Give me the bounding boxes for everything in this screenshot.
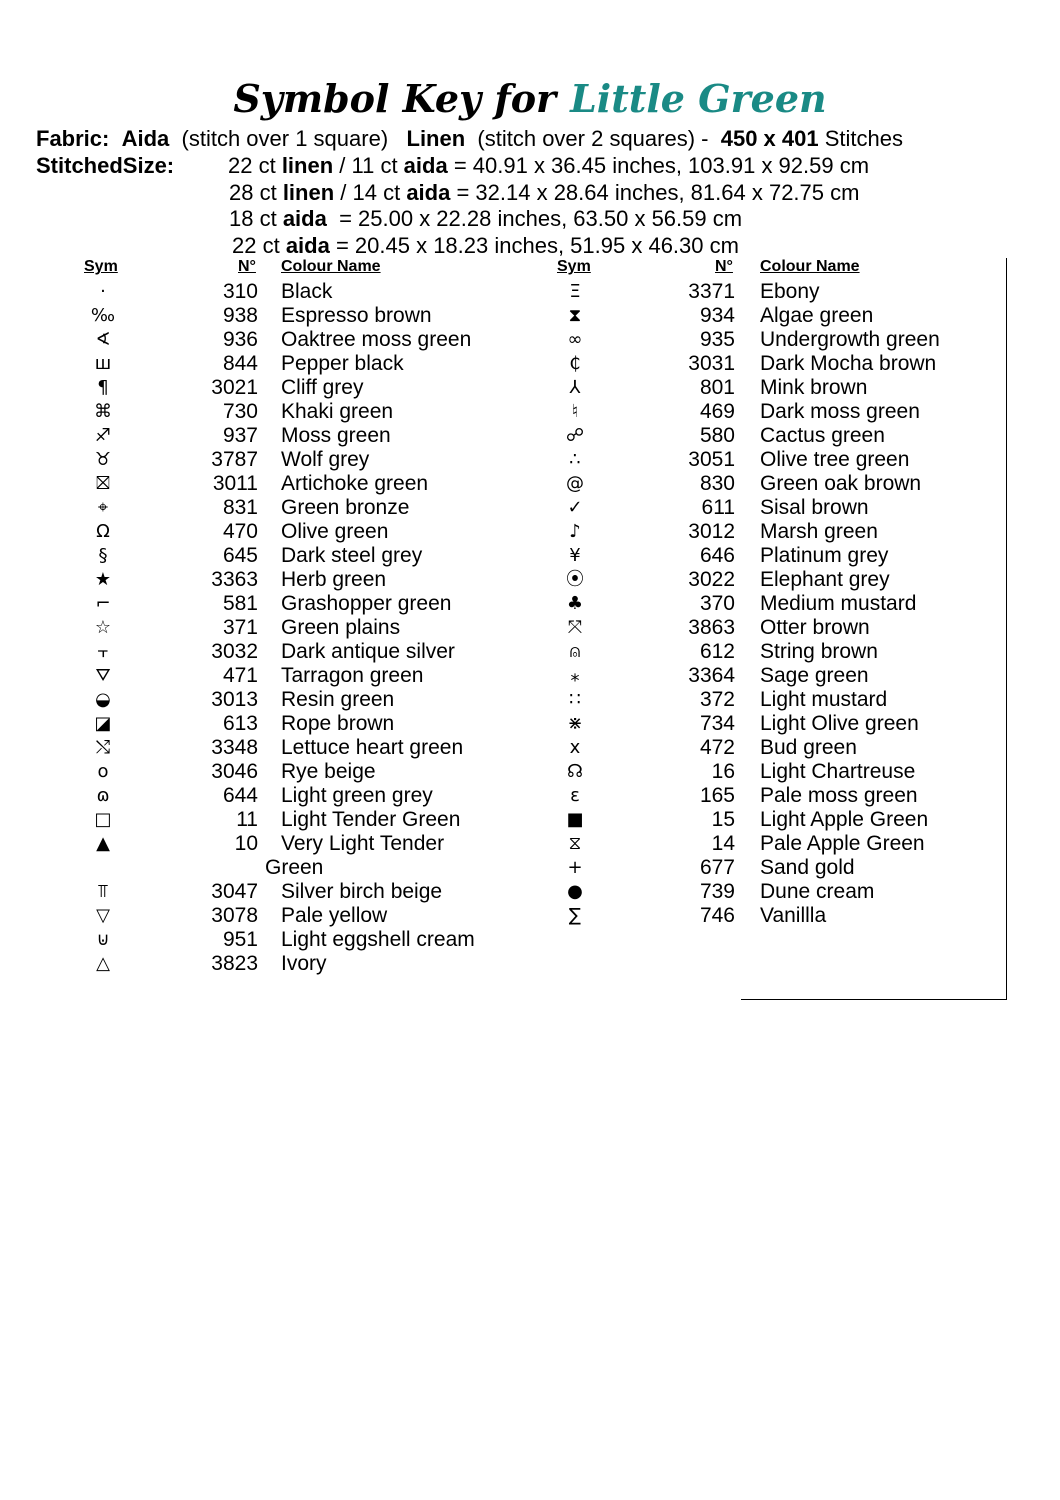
stitch-count: 450 x 401 [720, 126, 819, 151]
table-row [0, 448, 1000, 472]
colour-name-continued: Green [265, 856, 324, 879]
size-b1: aida [282, 206, 327, 231]
fabric-aida-note: (stitch over 1 square) [181, 126, 389, 151]
size-b2: aida [403, 153, 448, 178]
size-mid: / 11 ct [333, 153, 404, 178]
table-row [0, 328, 1000, 352]
symbol-glyph: ⧖ [568, 833, 582, 854]
symbol-glyph: ⫪ [97, 881, 109, 902]
colour-name: Wolf grey [281, 448, 370, 471]
colour-name: Black [281, 280, 333, 303]
symbol-glyph: x [569, 737, 581, 758]
symbol-glyph: ⍝ [569, 641, 581, 662]
symbol-glyph: ⦿ [566, 569, 584, 590]
colour-name: Pepper black [281, 352, 404, 375]
floss-number: 734 [699, 712, 735, 735]
symbol-glyph: ¶ [97, 377, 109, 398]
floss-number: 844 [222, 352, 258, 375]
floss-number: 469 [699, 400, 735, 423]
fabric-linen: Linen [406, 126, 466, 151]
colour-name: Pale yellow [281, 904, 388, 927]
size-pre: 18 ct [229, 206, 283, 231]
floss-number: 3823 [211, 952, 258, 975]
fabric-label: Fabric: [36, 126, 110, 151]
floss-number: 3012 [688, 520, 735, 543]
table-row [0, 280, 1000, 304]
table-row [0, 592, 1000, 616]
floss-number: 11 [236, 808, 258, 831]
table-row [0, 928, 1000, 952]
colour-name: Light Olive green [760, 712, 919, 735]
symbol-glyph: ♉ [94, 449, 112, 470]
header-name-right: Colour Name [760, 258, 860, 275]
floss-number: 3013 [211, 688, 258, 711]
colour-name: Light Tender Green [281, 808, 461, 831]
symbol-glyph: § [98, 545, 108, 566]
fabric-line [36, 126, 903, 152]
symbol-glyph: ⛛ [95, 665, 111, 686]
colour-name: Resin green [281, 688, 395, 711]
floss-number: 937 [222, 424, 258, 447]
colour-name: Herb green [281, 568, 387, 591]
symbol-glyph: Ξ [569, 281, 581, 302]
floss-number: 739 [699, 880, 735, 903]
floss-number: 3078 [211, 904, 258, 927]
table-row [0, 808, 1000, 832]
symbol-glyph: ♐ [94, 425, 112, 446]
colour-name: Bud green [760, 736, 857, 759]
colour-name: Mink brown [760, 376, 868, 399]
colour-name: Very Light Tender [281, 832, 445, 855]
table-row [0, 496, 1000, 520]
colour-name: Dark moss green [760, 400, 920, 423]
page-title [0, 76, 1060, 121]
floss-number: 3021 [211, 376, 258, 399]
title-prefix: Symbol Key for [233, 76, 557, 121]
size-pre: 22 ct [228, 153, 282, 178]
colour-name: Moss green [281, 424, 391, 447]
symbol-glyph: ▽ [96, 905, 110, 926]
floss-number: 310 [222, 280, 258, 303]
symbol-glyph: ⤭ [95, 737, 111, 758]
symbol-glyph: · [100, 281, 106, 302]
symbol-glyph: @ [566, 473, 584, 494]
floss-number: 370 [699, 592, 735, 615]
header-num-left: N° [238, 258, 256, 275]
floss-number: 936 [222, 328, 258, 351]
colour-name: Cliff grey [281, 376, 364, 399]
table-row [0, 856, 1000, 880]
colour-name: Green bronze [281, 496, 410, 519]
colour-name: Rope brown [281, 712, 395, 735]
table-row [0, 760, 1000, 784]
size-b1: linen [282, 179, 335, 205]
floss-number: 16 [711, 760, 735, 783]
header-sym-right: Sym [557, 258, 591, 275]
table-row [0, 664, 1000, 688]
symbol-glyph: Ω [96, 521, 110, 542]
floss-number: 3022 [688, 568, 735, 591]
colour-name: Vanillla [760, 904, 827, 927]
size-post: = 32.14 x 28.64 inches, 81.64 x 72.75 cm [450, 179, 860, 205]
symbol-glyph: ‰ [90, 305, 116, 326]
symbol-glyph: ɛ [570, 785, 580, 806]
floss-number: 951 [222, 928, 258, 951]
floss-number: 612 [699, 640, 735, 663]
floss-number: 3032 [211, 640, 258, 663]
symbol-glyph: ¥ [569, 545, 581, 566]
size-mid: / 14 ct [334, 179, 407, 205]
colour-name: Olive green [281, 520, 389, 543]
stitched-size-row [232, 233, 739, 259]
table-row [0, 952, 1000, 976]
symbol-glyph: ∑ [568, 905, 582, 926]
colour-name: Dark antique silver [281, 640, 455, 663]
floss-number: 831 [222, 496, 258, 519]
colour-name: Olive tree green [760, 448, 910, 471]
stitches-word: Stitches [824, 126, 903, 151]
colour-name: Dark steel grey [281, 544, 423, 567]
symbol-glyph: ☍ [565, 425, 585, 446]
symbol-glyph: ∢ [95, 329, 111, 350]
floss-number: 471 [222, 664, 258, 687]
symbol-glyph: ☆ [94, 617, 112, 638]
colour-name: Pale Apple Green [760, 832, 925, 855]
symbol-glyph: ☊ [567, 761, 583, 782]
colour-name: Marsh green [760, 520, 878, 543]
colour-name: Ebony [760, 280, 820, 303]
symbol-glyph: ⫟ [97, 641, 109, 662]
table-row [0, 904, 1000, 928]
floss-number: 372 [699, 688, 735, 711]
table-row [0, 640, 1000, 664]
colour-name: Otter brown [760, 616, 870, 639]
floss-number: 3371 [688, 280, 735, 303]
table-row [0, 688, 1000, 712]
colour-name: Cactus green [760, 424, 885, 447]
table-row [0, 376, 1000, 400]
colour-name: Light eggshell cream [281, 928, 475, 951]
floss-number: 10 [234, 832, 258, 855]
symbol-glyph: ɷ [96, 785, 110, 806]
table-row [0, 472, 1000, 496]
size-post: = 40.91 x 36.45 inches, 103.91 x 92.59 cm [447, 153, 870, 178]
colour-name: Algae green [760, 304, 874, 327]
symbol-glyph: ⊍ [96, 929, 110, 950]
size-b1: linen [281, 153, 334, 178]
colour-name: Platinum grey [760, 544, 889, 567]
floss-number: 3863 [688, 616, 735, 639]
floss-number: 613 [222, 712, 258, 735]
symbol-glyph: ⤧ [567, 617, 583, 638]
colour-name: Light green grey [281, 784, 433, 807]
stitched-size-row [228, 153, 869, 179]
symbol-glyph: ⌘ [94, 401, 112, 422]
floss-number: 830 [699, 472, 735, 495]
table-row [0, 520, 1000, 544]
floss-number: 646 [699, 544, 735, 567]
colour-name: Medium mustard [760, 592, 917, 615]
symbol-glyph: ⋇ [567, 713, 583, 734]
symbol-glyph: ■ [566, 809, 584, 830]
symbol-glyph: ★ [94, 569, 112, 590]
symbol-glyph: ◪ [94, 713, 112, 734]
symbol-glyph: ⧗ [568, 305, 582, 326]
colour-name: Rye beige [281, 760, 376, 783]
colour-name: Pale moss green [760, 784, 918, 807]
floss-number: 644 [222, 784, 258, 807]
colour-name: Silver birch beige [281, 880, 443, 903]
table-row [0, 736, 1000, 760]
colour-name: Espresso brown [281, 304, 432, 327]
table-row [0, 712, 1000, 736]
colour-name: String brown [760, 640, 878, 663]
table-row [0, 880, 1000, 904]
colour-name: Light mustard [760, 688, 888, 711]
table-row [0, 832, 1000, 856]
floss-number: 934 [699, 304, 735, 327]
table-row [0, 568, 1000, 592]
colour-name: Green oak brown [760, 472, 922, 495]
floss-number: 3364 [688, 664, 735, 687]
floss-number: 935 [699, 328, 735, 351]
symbol-glyph: ⌐ [95, 593, 111, 614]
header-sym-left: Sym [84, 258, 118, 275]
floss-number: 3787 [211, 448, 258, 471]
colour-name: Dune cream [760, 880, 875, 903]
symbol-glyph: ♪ [569, 521, 581, 542]
fabric-linen-note: (stitch over 2 squares) - [477, 126, 709, 151]
size-b2: aida [406, 179, 451, 205]
symbol-glyph: □ [94, 809, 112, 830]
size-b1: aida [285, 232, 330, 258]
symbol-glyph: ♮ [571, 401, 579, 422]
floss-number: 746 [699, 904, 735, 927]
table-row [0, 616, 1000, 640]
table-row [0, 304, 1000, 328]
floss-number: 938 [222, 304, 258, 327]
right-border-line [1006, 258, 1007, 1000]
symbol-glyph: ● [567, 881, 583, 902]
symbol-glyph: ⌖ [97, 497, 109, 518]
symbol-glyph: ∴ [569, 449, 581, 470]
floss-number: 3047 [211, 880, 258, 903]
symbol-glyph: ♣ [566, 593, 584, 614]
symbol-glyph: ш [94, 353, 112, 374]
floss-number: 677 [699, 856, 735, 879]
colour-name: Green plains [281, 616, 401, 639]
floss-number: 3046 [211, 760, 258, 783]
symbol-glyph: ⁎ [570, 665, 580, 686]
stitched-size-row [229, 206, 742, 232]
colour-name: Tarragon green [281, 664, 424, 687]
colour-name: Lettuce heart green [281, 736, 464, 759]
colour-name: Light Apple Green [760, 808, 929, 831]
colour-name: Grashopper green [281, 592, 452, 615]
header-num-right: N° [715, 258, 733, 275]
floss-number: 645 [222, 544, 258, 567]
bottom-border-line [741, 999, 1007, 1000]
colour-name: Light Chartreuse [760, 760, 916, 783]
size-post: = 20.45 x 18.23 inches, 51.95 x 46.30 cm [329, 232, 739, 258]
symbol-glyph: + [567, 857, 583, 878]
colour-name: Sisal brown [760, 496, 869, 519]
table-row [0, 784, 1000, 808]
table-row [0, 424, 1000, 448]
symbol-glyph: ₵ [569, 353, 581, 374]
colour-name: Sand gold [760, 856, 855, 879]
symbol-glyph: ∞ [567, 329, 583, 350]
title-pattern-name: Little Green [570, 76, 827, 121]
symbol-glyph: ✓ [567, 497, 583, 518]
symbol-glyph: o [97, 761, 109, 782]
floss-number: 3031 [688, 352, 735, 375]
symbol-glyph: ▲ [96, 833, 110, 854]
floss-number: 371 [222, 616, 258, 639]
floss-number: 3348 [211, 736, 258, 759]
stitched-size-label: StitchedSize: [36, 153, 175, 178]
symbol-glyph: ∷ [569, 689, 581, 710]
colour-name: Ivory [281, 952, 327, 975]
size-pre: 28 ct [229, 179, 283, 205]
colour-name: Oaktree moss green [281, 328, 472, 351]
symbol-glyph: △ [96, 953, 110, 974]
symbol-glyph: ◒ [95, 689, 111, 710]
floss-number: 611 [701, 496, 735, 519]
floss-number: 801 [699, 376, 735, 399]
floss-number: 581 [222, 592, 258, 615]
header-name-left: Colour Name [281, 258, 381, 275]
colour-name: Sage green [760, 664, 869, 687]
stitched-size-row [229, 180, 859, 206]
colour-name: Artichoke green [281, 472, 429, 495]
table-row [0, 544, 1000, 568]
colour-name: Elephant grey [760, 568, 890, 591]
floss-number: 472 [699, 736, 735, 759]
fabric-aida: Aida [121, 126, 170, 151]
table-row [0, 352, 1000, 376]
floss-number: 14 [711, 832, 735, 855]
floss-number: 730 [222, 400, 258, 423]
colour-name: Undergrowth green [760, 328, 940, 351]
size-pre: 22 ct [232, 232, 286, 258]
floss-number: 3051 [688, 448, 735, 471]
floss-number: 165 [699, 784, 735, 807]
symbol-glyph: ⅄ [569, 377, 581, 398]
floss-number: 470 [222, 520, 258, 543]
colour-name: Khaki green [281, 400, 394, 423]
colour-name: Dark Mocha brown [760, 352, 937, 375]
floss-number: 3363 [211, 568, 258, 591]
floss-number: 15 [711, 808, 735, 831]
floss-number: 580 [699, 424, 735, 447]
table-row [0, 400, 1000, 424]
floss-number: 3011 [212, 472, 258, 495]
size-post: = 25.00 x 22.28 inches, 63.50 x 56.59 cm [326, 206, 743, 231]
symbol-glyph: ⛝ [96, 473, 110, 494]
